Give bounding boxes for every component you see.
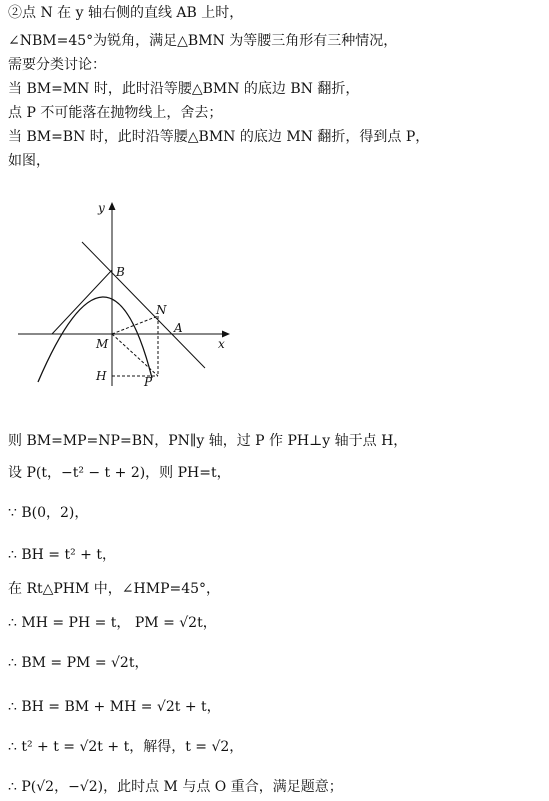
label-n: N (156, 303, 167, 317)
text-line-13: ∴ MH = PH = t， PM = √2t， (8, 615, 217, 631)
label-x: x (218, 337, 225, 351)
parabola-diagram (12, 196, 252, 396)
text-line-14: ∴ BM = PM = √2t， (8, 655, 149, 671)
parabola (38, 297, 152, 382)
text-line-3: 需要分类讨论： (8, 57, 106, 73)
text-line-11: ∴ BH = t² + t， (8, 547, 116, 563)
text-line-1: ②点 N 在 y 轴右侧的直线 AB 上时， (8, 5, 244, 21)
text-line-9: 设 P(t，−t² − t + 2)，则 PH=t， (8, 465, 231, 481)
text-line-2: ∠NBM=45°为锐角，满足△BMN 为等腰三角形有三种情况， (8, 33, 398, 49)
segment-mp (112, 334, 158, 376)
text-line-10: ∵ B(0，2)， (8, 505, 89, 521)
text-line-6: 当 BM=BN 时，此时沿等腰△BMN 的底边 MN 翻折，得到点 P， (8, 129, 430, 145)
y-axis-arrow (109, 202, 116, 210)
label-a: A (174, 321, 183, 335)
label-y: y (98, 201, 105, 215)
geometry-figure (12, 196, 252, 396)
text-line-4: 当 BM=MN 时，此时沿等腰△BMN 的底边 BN 翻折， (8, 81, 360, 97)
text-line-12: 在 Rt△PHM 中，∠HMP=45°， (8, 581, 221, 597)
text-line-8: 则 BM=MP=NP=BN，PN∥y 轴，过 P 作 PH⊥y 轴于点 H， (8, 433, 408, 449)
segment-mn (112, 316, 158, 334)
label-h: H (96, 369, 107, 383)
label-m: M (96, 337, 109, 351)
text-line-5: 点 P 不可能落在抛物线上，舍去； (8, 105, 223, 121)
label-p: P (144, 375, 153, 389)
line-to-b (52, 270, 112, 334)
text-line-17: ∴ P(√2，−√2)，此时点 M 与点 O 重合，满足题意； (8, 779, 343, 795)
text-line-16: ∴ t² + t = √2t + t，解得，t = √2， (8, 739, 244, 755)
text-line-15: ∴ BH = BM + MH = √2t + t， (8, 699, 221, 715)
text-line-7: 如图， (8, 153, 50, 169)
label-b: B (116, 265, 125, 279)
